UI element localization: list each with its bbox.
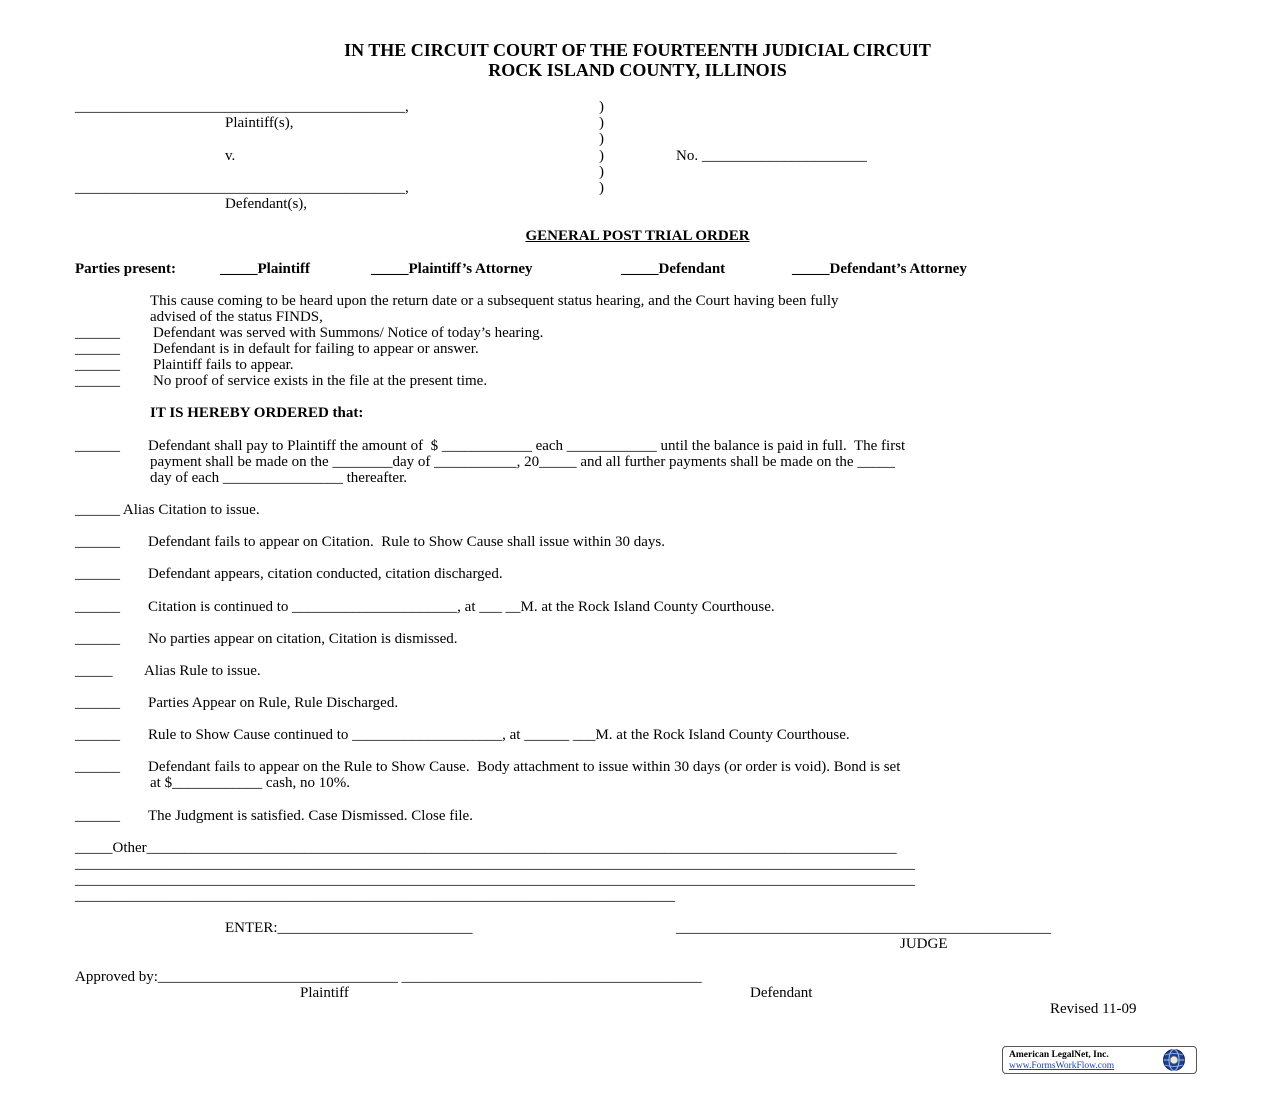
finding-text: No proof of service exists in the file at the present time. — [153, 373, 488, 389]
enter-date-field[interactable]: ENTER:__________________________ — [225, 920, 473, 936]
caption-paren: ) — [599, 115, 604, 131]
caption-paren: ) — [599, 99, 604, 115]
finding-checkbox-blank[interactable]: ______ — [75, 373, 120, 389]
case-number-field[interactable]: No. ______________________ — [676, 148, 867, 164]
caption-paren: ) — [599, 131, 604, 147]
fails-citation-order: Defendant fails to appear on Citation. Rule to Show Cause shall issue within 30 days. — [148, 534, 666, 550]
logo-url-link[interactable]: www.FormsWorkFlow.com — [1009, 1061, 1115, 1071]
other-order-field[interactable]: ________________________________________________________________________________________________________________ — [75, 872, 915, 888]
rule-continued-blank[interactable]: ______ — [75, 727, 120, 743]
payment-order-blank[interactable]: ______ — [75, 438, 120, 454]
rule-discharged-order: Parties Appear on Rule, Rule Discharged. — [148, 695, 399, 711]
parties-present-plaintiff[interactable]: _____Plaintiff — [220, 261, 310, 277]
judge-label: JUDGE — [900, 936, 948, 952]
citation-dismissed-order: No parties appear on citation, Citation is dismissed. — [148, 631, 458, 647]
finding-checkbox-blank[interactable]: ______ — [75, 357, 120, 373]
finding-text: Defendant was served with Summons/ Notice of today’s hearing. — [153, 325, 544, 341]
payment-order-line: payment shall be made on the ________day of ___________, 20_____ and all further payments shall be made on the _____ — [150, 454, 895, 470]
citation-continued-order: Citation is continued to ______________________, at ___ __M. at the Rock Island County Courthouse. — [148, 599, 775, 615]
body-attachment-order: Defendant fails to appear on the Rule to Show Cause. Body attachment to issue within 30 days (or order is void). Bond is set — [148, 759, 901, 775]
rule-discharged-blank[interactable]: ______ — [75, 695, 120, 711]
alias-rule-blank[interactable]: _____ — [75, 663, 113, 679]
versus-label: v. — [225, 148, 236, 164]
revision-label: Revised 11-09 — [1050, 1001, 1137, 1017]
finding-checkbox-blank[interactable]: ______ — [75, 325, 120, 341]
citation-discharged-order: Defendant appears, citation conducted, citation discharged. — [148, 566, 503, 582]
court-heading-line1: IN THE CIRCUIT COURT OF THE FOURTEENTH JUDICIAL CIRCUIT — [344, 40, 931, 60]
parties-present-defendant-attorney[interactable]: _____Defendant’s Attorney — [792, 261, 967, 277]
alias-citation-order[interactable]: ______ Alias Citation to issue. — [75, 502, 260, 518]
caption-paren: ) — [599, 164, 604, 180]
fails-citation-blank[interactable]: ______ — [75, 534, 120, 550]
approved-by-field[interactable]: Approved by:________________________________ ________________________________________ — [75, 969, 702, 985]
payment-order-line: day of each ________________ thereafter. — [150, 470, 407, 486]
ordered-heading: IT IS HEREBY ORDERED that: — [150, 405, 364, 421]
parties-present-plaintiff-attorney[interactable]: _____Plaintiff’s Attorney — [371, 261, 533, 277]
other-order-field[interactable]: _____Other____________________________________________________________________________________________________ — [75, 840, 897, 856]
other-order-field[interactable]: ________________________________________________________________________________________________________________ — [75, 856, 915, 872]
finding-checkbox-blank[interactable]: ______ — [75, 341, 120, 357]
payment-order-line: Defendant shall pay to Plaintiff the amount of $ ____________ each ____________ until the balance is paid in full. The first — [148, 438, 906, 454]
caption-paren: ) — [599, 180, 604, 196]
defendant-name-field[interactable]: ____________________________________________, — [75, 180, 409, 196]
parties-present-defendant[interactable]: _____Defendant — [621, 261, 726, 277]
approved-plaintiff-label: Plaintiff — [300, 985, 349, 1001]
logo-company-name: American LegalNet, Inc. — [1009, 1050, 1109, 1060]
plaintiff-name-field[interactable]: ____________________________________________, — [75, 99, 409, 115]
citation-continued-blank[interactable]: ______ — [75, 599, 120, 615]
american-legalnet-logo[interactable] — [1002, 1046, 1197, 1074]
intro-line: advised of the status FINDS, — [150, 309, 323, 325]
finding-text: Plaintiff fails to appear. — [153, 357, 294, 373]
citation-discharged-blank[interactable]: ______ — [75, 566, 120, 582]
judgment-satisfied-blank[interactable]: ______ — [75, 808, 120, 824]
document-title: GENERAL POST TRIAL ORDER — [525, 228, 750, 244]
parties-present-label: Parties present: — [75, 261, 176, 277]
rule-continued-order: Rule to Show Cause continued to ____________________, at ______ ___M. at the Rock Island County Courthouse. — [148, 727, 850, 743]
globe-icon — [1161, 1048, 1187, 1072]
defendant-label: Defendant(s), — [225, 196, 308, 212]
judgment-satisfied-order: The Judgment is satisfied. Case Dismissed. Close file. — [148, 808, 473, 824]
finding-text: Defendant is in default for failing to appear or answer. — [153, 341, 479, 357]
caption-paren: ) — [599, 148, 604, 164]
citation-dismissed-blank[interactable]: ______ — [75, 631, 120, 647]
body-attachment-blank[interactable]: ______ — [75, 759, 120, 775]
intro-line: This cause coming to be heard upon the return date or a subsequent status hearing, and the Court having been fully — [150, 293, 839, 309]
judge-signature-field[interactable]: __________________________________________________ — [676, 920, 1051, 936]
body-attachment-order: at $____________ cash, no 10%. — [150, 775, 350, 791]
other-order-field[interactable]: ________________________________________________________________________________ — [75, 888, 675, 904]
plaintiff-label: Plaintiff(s), — [225, 115, 294, 131]
alias-rule-order: Alias Rule to issue. — [144, 663, 261, 679]
approved-defendant-label: Defendant — [750, 985, 813, 1001]
court-heading-line2: ROCK ISLAND COUNTY, ILLINOIS — [488, 60, 787, 80]
